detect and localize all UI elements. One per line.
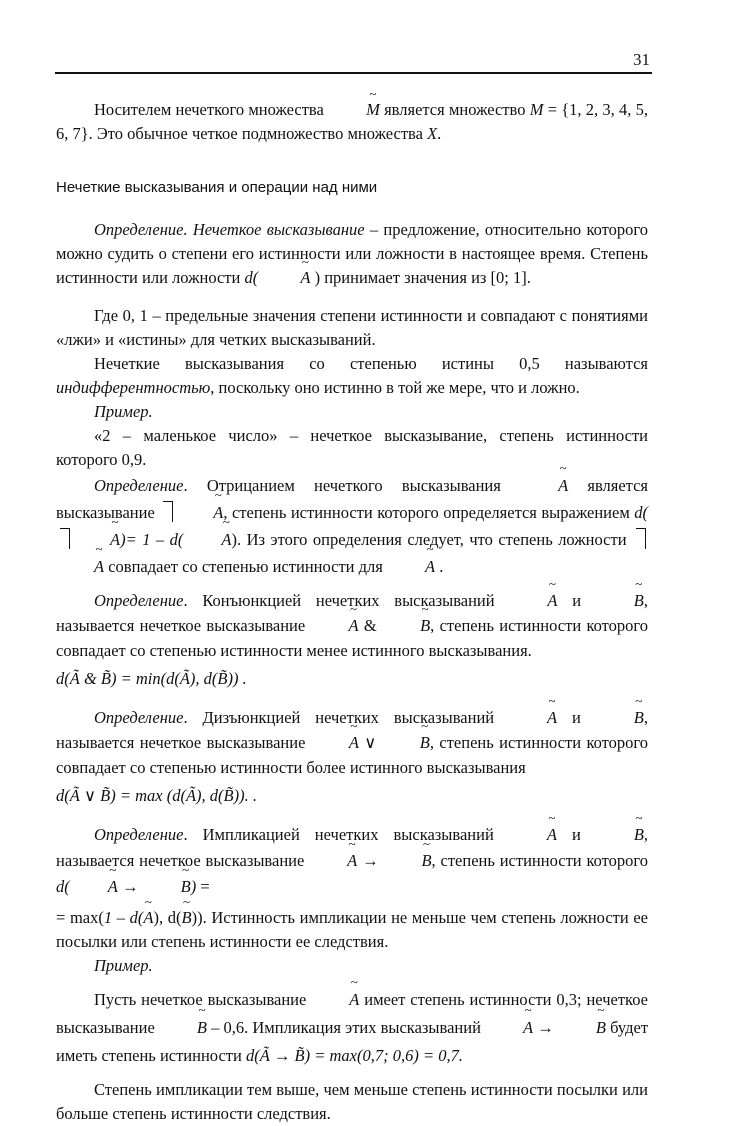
paragraph-indifference: Нечеткие высказывания со степенью истины 0,5 называются индифферентностью, поскольку оно истинно в той же мере, что и ложно. <box>56 354 648 397</box>
formula-disjunction: d(Ã ∨ B̃) = max (d(Ã), d(B̃)). . <box>56 786 257 805</box>
formula-conjunction: d(Ã & B̃) = min(d(Ã), d(B̃)) . <box>56 669 247 688</box>
paragraph-example-1: «2 – маленькое число» – нечеткое высказывание, степень истинности которого 0,9. <box>56 426 648 469</box>
paragraph-definition-negation: Определение. Отрицанием нечеткого высказывания ~ A является высказывание ~ A, степень истинности которого определяется выражением d(~ A)= 1 – d(~ A). Из этого определения следует, что степень ложности ~ A совпадает со степенью истинности для ~ A . <box>56 472 648 580</box>
paragraph-example-2: Пусть нечеткое высказывание ~ A имеет степень истинности 0,3; нечеткое высказывание ~ B – 0,6. Импликация этих высказываний ~ A → ~ B будет иметь степень истинности d(Ã → B̃) = max(0,7; 0,6) = 0,7. <box>56 986 648 1070</box>
example-label-1: Пример. <box>94 402 153 421</box>
paragraph-implication-formula: = max(1 – d(~ A), d(~ B)). Истинность импликации не меньше чем степень ложности ее посылки или степень истинности ее следствия. <box>56 906 648 954</box>
header-rule <box>55 72 652 74</box>
paragraph-definition-disjunction: Определение. Дизъюнкцией нечетких высказываний ~ A и ~ B, называется нечеткое высказывание ~ A ∨ ~ B, степень истинности которого совпадает со степенью истинности более истинного высказывания <box>56 705 648 780</box>
paragraph-limits: Где 0, 1 – предельные значения степени истинности и совпадают с понятиями «лжи» и «истины» для четких высказываний. <box>56 306 648 349</box>
paragraph-carrier: Носителем нечеткого множества ~ M является множество M = {1, 2, 3, 4, 5, 6, 7}. Это обычное четкое подмножество множества X. <box>56 98 648 146</box>
paragraph-final: Степень импликации тем выше, чем меньше степень истинности посылки или больше степень истинности следствия. <box>56 1080 648 1123</box>
page-body <box>56 90 648 1126</box>
paragraph-definition-implication: Определение. Импликацией нечетких высказываний ~ A и ~ B, называется нечеткое высказывание ~ A → ~ B, степень истинности которого d(~ A → ~ B) = <box>56 822 648 900</box>
paragraph-definition-conjunction: Определение. Конъюнкцией нечетких высказываний ~ A и ~ B, называется нечеткое высказывание ~ A & ~ B, степень истинности которого совпадает со степенью истинности менее истинного высказывания. <box>56 588 648 663</box>
page-number: 31 <box>633 50 650 69</box>
section-title: Нечеткие высказывания и операции над ними <box>56 179 378 196</box>
negation-icon <box>636 528 646 549</box>
paragraph-definition-fuzzy-statement: Определение. Нечеткое высказывание – предложение, относительно которого можно судить о степени его истинности или ложности в настоящее время. Степень истинности или ложности d( ~ A ) принимает значения из [0; 1]. <box>56 218 648 290</box>
negation-icon <box>163 501 173 522</box>
example-label-2: Пример. <box>94 956 153 975</box>
